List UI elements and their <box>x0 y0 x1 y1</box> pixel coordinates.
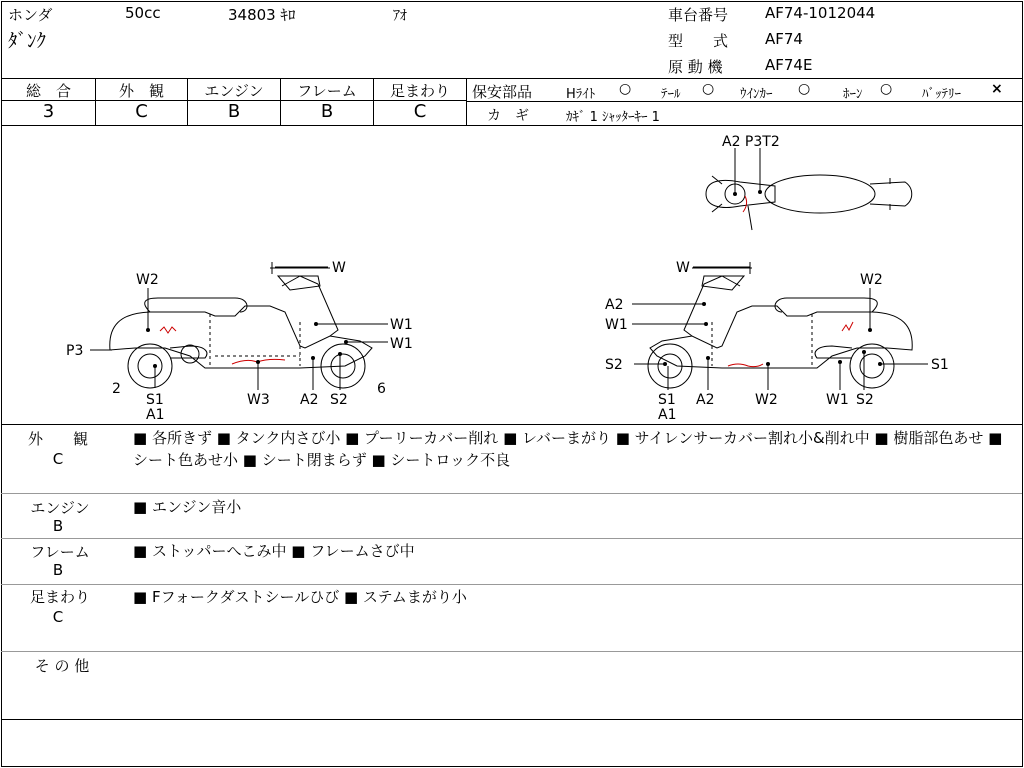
remark-label-frame: フレーム <box>30 543 90 561</box>
label-a1: A1 <box>146 407 165 423</box>
remark-text-suspension: ■ Fフォークダストシールひび ■ ステムまがり小 <box>133 588 467 606</box>
remark-grade-engine: B <box>52 517 64 535</box>
remark-label-other: そ の 他 <box>34 657 90 675</box>
label-number: 6 <box>377 381 386 397</box>
divider <box>1 538 1022 539</box>
grade-exterior: C <box>135 101 148 122</box>
remark-label-engine: エンジン <box>30 499 90 517</box>
label-w: W <box>332 260 346 276</box>
color: ｱｵ <box>393 8 407 24</box>
model-code-label: 型 式 <box>668 32 729 50</box>
grade-suspension: C <box>413 101 427 122</box>
grade-overall: 3 <box>42 101 55 122</box>
battery-mark: × <box>991 81 1003 97</box>
maker: ホンダ <box>8 6 53 24</box>
engine-code: AF74E <box>765 56 813 74</box>
label-number: 2 <box>112 381 121 397</box>
divider <box>1 424 1022 425</box>
remark-text-exterior: ■ 各所きず ■ タンク内さび小 ■ プーリーカバー削れ ■ レバーまがり ■ サイレンサーカバー割れ小&削れ中 ■ 樹脂部色あせ ■ シート色あせ小 ■ シート閉まらず ■ シートロック不良 <box>133 429 1003 469</box>
leader-lines <box>90 148 928 390</box>
grade-frame: B <box>320 101 334 122</box>
label-w1: W1 <box>390 317 413 333</box>
remark-text-frame: ■ ストッパーへこみ中 ■ フレームさび中 <box>133 542 415 560</box>
keys-value: ｶｷﾞ 1 ｼｬｯﾀｰｷｰ 1 <box>566 110 660 125</box>
label-w: W <box>676 260 690 276</box>
grade-engine: B <box>227 101 241 122</box>
label-a1: A1 <box>658 407 677 423</box>
remark-label-suspension: 足まわり <box>29 588 90 606</box>
horn-mark: ○ <box>880 81 893 97</box>
remark-text-engine: ■ エンジン音小 <box>133 498 242 516</box>
divider <box>1 719 1022 720</box>
label-w1: W1 <box>390 336 413 352</box>
remark-grade-frame: B <box>52 561 64 579</box>
divider <box>1 651 1022 652</box>
battery-label: ﾊﾞｯﾃﾘｰ <box>922 87 961 102</box>
remark-grade-suspension: C <box>52 608 64 626</box>
remark-grade-exterior: C <box>52 450 64 468</box>
label-w2: W2 <box>136 272 159 288</box>
divider <box>1 78 1022 79</box>
label-w2: W2 <box>755 392 778 408</box>
label-w1: W1 <box>605 317 628 333</box>
mileage: 34803 ｷﾛ <box>228 6 296 24</box>
label-s1: S1 <box>658 392 676 408</box>
grade-label-engine: エンジン <box>204 82 264 100</box>
headlight-mark: ○ <box>619 81 632 97</box>
label-p3: P3 <box>66 343 84 359</box>
frame-number: AF74-1012044 <box>765 4 876 22</box>
taillight-mark: ○ <box>702 81 715 97</box>
engine-code-label: 原 動 機 <box>668 58 723 76</box>
label-a2: A2 <box>300 392 319 408</box>
displacement: 50cc <box>125 4 161 22</box>
label-s2: S2 <box>856 392 874 408</box>
label-s2: S2 <box>605 357 623 373</box>
label-a2: A2 <box>696 392 715 408</box>
model-code: AF74 <box>765 30 803 48</box>
keys-label: カ ギ <box>487 108 529 124</box>
grade-label-frame: フレーム <box>297 82 357 100</box>
label-s1: S1 <box>146 392 164 408</box>
label-s1: S1 <box>931 357 949 373</box>
label-w3: W3 <box>247 392 270 408</box>
label-top-view: A2 P3T2 <box>722 134 780 150</box>
winker-label: ｳｲﾝｶｰ <box>740 87 773 102</box>
remark-label-exterior: 外 観 <box>27 430 88 448</box>
grade-label-suspension: 足まわり <box>389 82 450 100</box>
horn-label: ﾎｰﾝ <box>843 87 863 102</box>
model-name: ﾀﾞﾝｸ <box>8 30 47 52</box>
safety-parts-label: 保安部品 <box>472 83 533 101</box>
winker-mark: ○ <box>798 81 811 97</box>
frame-number-label: 車台番号 <box>668 6 729 24</box>
grade-label-exterior: 外 観 <box>118 82 164 100</box>
grade-label-overall: 総 合 <box>25 82 71 100</box>
divider <box>1 584 1022 585</box>
divider <box>1 493 1022 494</box>
label-w1: W1 <box>826 392 849 408</box>
label-s2: S2 <box>330 392 348 408</box>
scooter-top-view <box>706 175 912 230</box>
label-a2: A2 <box>605 297 624 313</box>
headlight-label: Hﾗｲﾄ <box>566 87 596 102</box>
scooter-diagram <box>0 126 1022 424</box>
label-w2: W2 <box>860 272 883 288</box>
taillight-label: ﾃｰﾙ <box>661 87 681 102</box>
